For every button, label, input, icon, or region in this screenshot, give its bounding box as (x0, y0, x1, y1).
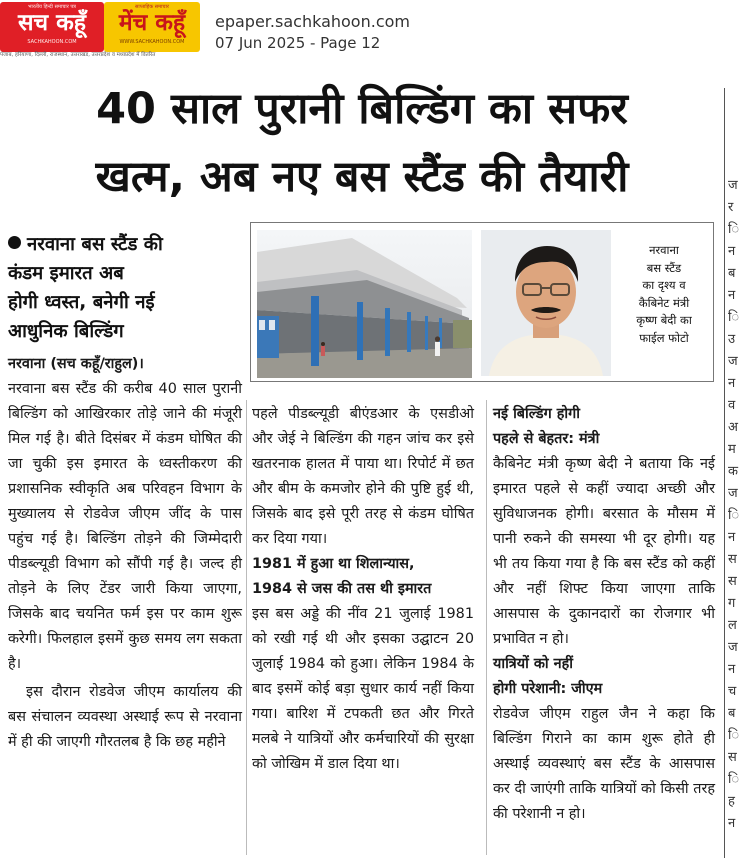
next-article-glyph: उ (728, 332, 736, 347)
next-article-glyph: ि (728, 508, 739, 523)
minister-portrait-photo[interactable] (481, 230, 611, 376)
column-divider (246, 400, 247, 855)
next-article-glyph: र (728, 200, 734, 215)
column-3-paragraph-2: रोडवेज जीएम राहुल जैन ने कहा कि बिल्डिंग गिराने का काम शुरू होते ही अस्थाई व्यवस्थाएं बस स्टैंड के आसपास कर दी जाएंगी ताकि यात्रियों को किसी तरह की परेशानी न हो। (493, 706, 715, 822)
column-divider (486, 400, 487, 855)
column-3-subhead-2-line-1: यात्रियों को नहीं (493, 656, 573, 672)
date-page-label: 07 Jun 2025 - Page 12 (215, 34, 381, 52)
article-column-2 (252, 402, 474, 777)
logo-tagline-secondary: साप्ताहिक समाचार (135, 4, 169, 10)
article-column-3 (493, 402, 715, 827)
bus-stand-illustration (257, 230, 472, 378)
edition-line: पंजाब, हरियाणा, दिल्ली, राजस्थान, उत्तराखंड, उत्तरप्रदेश व मध्यप्रदेश में वितरित (0, 52, 156, 58)
masthead-header (0, 0, 737, 62)
next-article-glyph: च (728, 684, 737, 699)
bullet-icon (8, 236, 21, 249)
next-article-glyph: ग (728, 596, 736, 611)
column-1-paragraph-1: नरवाना बस स्टैंड की करीब 40 साल पुरानी बिल्डिंग को आखिरकार तोड़े जाने की मंजूरी मिल गई है। बीते दिसंबर में कंडम घोषित की जा चुकी इस इमारत के ध्वस्तीकरण की प्रशासनिक स्वीकृति अब परिवहन विभाग के मुख्यालय से रोडवेज जीएम जींद के पास पहुंच गई है। बिल्डिंग तोड़ने की जिम्मेदारी पीडब्ल्यूडी विभाग को सौंपी गई है। जल्द ही तोड़ने के लिए टेंडर जारी किया जाएगा, जिसके बाद चयनित फर्म इस पर काम शुरू करेगी। फिलहाल इसमें कुछ समय लग सकता है। (8, 381, 242, 672)
next-article-glyph: न (728, 244, 736, 259)
next-article-glyph: ज (728, 486, 738, 501)
logo-name: सच कहूँ (17, 10, 87, 36)
next-article-glyph: ि (728, 728, 739, 743)
next-article-glyph: न (728, 662, 736, 677)
sub-deck (8, 230, 240, 346)
next-article-glyph: ज (728, 640, 738, 655)
sub-deck-line: कंडम इमारत अब (8, 263, 124, 284)
next-article-glyph: क (728, 464, 738, 479)
headline-line-2: खत्म, अब नए बस स्टैंड की तैयारी (95, 152, 629, 202)
newspaper-logo-secondary[interactable] (104, 2, 200, 52)
column-3-subhead-1-line-1: नई बिल्डिंग होगी (493, 406, 580, 422)
next-article-glyph: ज (728, 354, 738, 369)
next-article-edge (728, 175, 737, 855)
next-article-glyph: ब (728, 266, 736, 281)
next-article-glyph: स (728, 574, 737, 589)
column-2-paragraph-2: इस बस अड्डे की नींव 21 जुलाई 1981 को रखी गई थी और इसका उद्घाटन 20 जुलाई 1984 को हुआ। लेकिन 1984 के बाद इसमें कोई बड़ा सुधार कार्य नहीं किया गया। बारिश में टपकती छत और गिरते मलबे ने यात्रियों और कर्मचारियों की सुरक्षा को जोखिम में डाल दिया था। (252, 606, 474, 772)
bus-stand-photo[interactable] (257, 230, 472, 378)
logo-tagline: भारतीय हिन्दी समाचार पत्र (28, 4, 76, 10)
newspaper-logo-primary[interactable] (0, 2, 104, 52)
portrait-illustration (481, 230, 611, 376)
next-article-glyph: ि (728, 310, 739, 325)
column-2-subhead-line-2: 1984 से जस की तस थी इमारत (252, 581, 432, 597)
epaper-source-link[interactable]: epaper.sachkahoon.com (215, 12, 410, 31)
headline-line-1: 40 साल पुरानी बिल्डिंग का सफर (96, 84, 628, 134)
article-column-1 (8, 352, 242, 755)
next-article-glyph: ब (728, 706, 736, 721)
column-2-paragraph-1: पहले पीडब्ल्यूडी बीएंडआर के एसडीओ और जेई ने बिल्डिंग की गहन जांच कर इसे खतरनाक हालत में पाया था। रिपोर्ट में छत और बीम के कमजोर होने की पुष्टि हुई थी, जिसके बाद इसे पूरी तरह से कंडम घोषित कर दिया गया। (252, 406, 474, 547)
next-article-glyph: ज (728, 178, 738, 193)
page-column-divider (724, 88, 725, 858)
next-article-glyph: स (728, 750, 737, 765)
next-article-glyph: ल (728, 618, 737, 633)
next-article-glyph: न (728, 376, 736, 391)
next-article-glyph: ि (728, 772, 739, 787)
column-3-subhead-1-line-2: पहले से बेहतर: मंत्री (493, 431, 600, 447)
column-1-paragraph-2: इस दौरान रोडवेज जीएम कार्यालय की बस संचालन व्यवस्था अस्थाई रूप से नरवाना में ही की जाएगी गौरतलब है कि छह महीने (8, 684, 242, 750)
sub-deck-line: होगी ध्वस्त, बनेगी नई (8, 292, 155, 313)
next-article-glyph: अ (728, 420, 738, 435)
logo-site: SACHKAHOON.COM (27, 39, 77, 45)
column-3-subhead-2-line-2: होगी परेशानी: जीएम (493, 681, 603, 697)
column-3-paragraph-1: कैबिनेट मंत्री कृष्ण बेदी ने बताया कि नई इमारत पहले से कहीं ज्यादा अच्छी और सुविधाजनक होगी। बरसात के मौसम में पानी रुकने की समस्या भी दूर होगी। यह भी तय किया गया है कि बस स्टैंड को कहीं और नहीं शिफ्ट किया जाएगा ताकि आसपास के दुकानदारों का रोजगार भी प्रभावित न हो। (493, 456, 715, 647)
column-2-subhead-line-1: 1981 में हुआ था शिलान्यास, (252, 556, 415, 572)
sub-deck-line: नरवाना बस स्टैंड की (8, 230, 240, 259)
next-article-glyph: न (728, 530, 736, 545)
dateline: नरवाना (सच कहूँ/राहुल)। (8, 356, 144, 372)
next-article-glyph: ह (728, 794, 735, 809)
logo-name-secondary: मेंच कहूँ (118, 10, 186, 36)
next-article-glyph: म (728, 442, 736, 457)
photo-caption: नरवाना बस स्टैंड का दृश्य व कैबिनेट मंत्री कृष्ण बेदी का फाईल फोटो (636, 243, 692, 345)
next-article-glyph: ि (728, 222, 739, 237)
next-article-glyph: स (728, 552, 737, 567)
next-article-glyph: न (728, 816, 736, 831)
logo-site-secondary: WWW.SACHKAHOON.COM (119, 39, 185, 45)
next-article-glyph: न (728, 288, 736, 303)
next-article-glyph: व (728, 398, 736, 413)
sub-deck-line: आधुनिक बिल्डिंग (8, 321, 124, 342)
